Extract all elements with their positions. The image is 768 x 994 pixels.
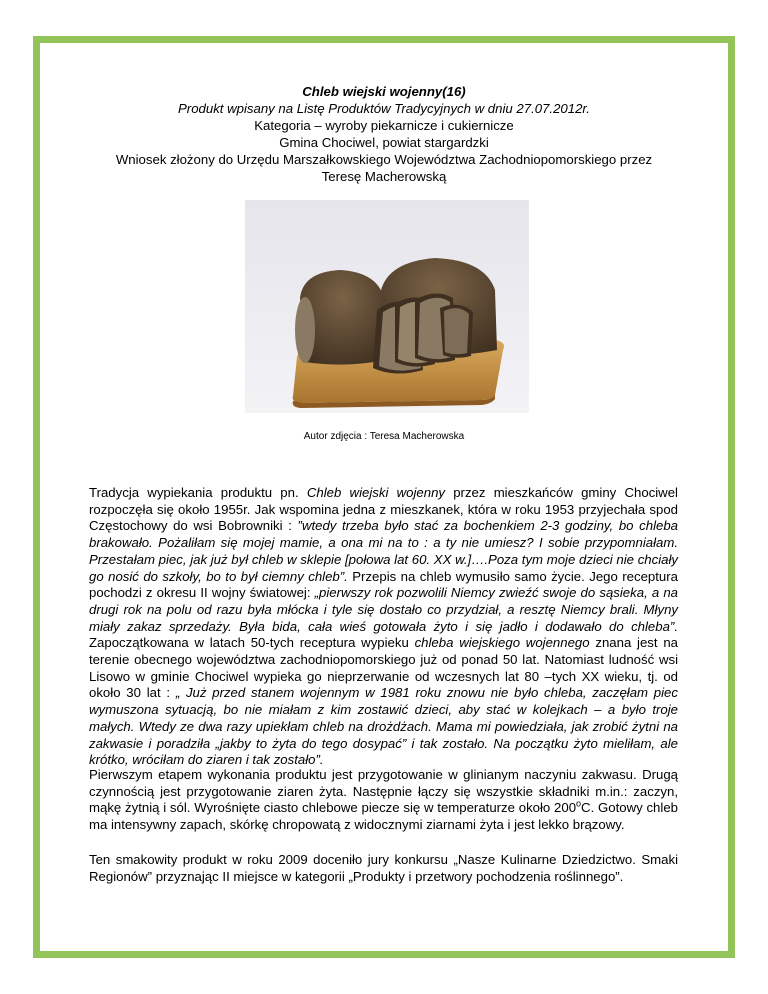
- document-title: Chleb wiejski wojenny(16): [302, 84, 466, 99]
- photo-caption: Autor zdjęcia : Teresa Macherowska: [303, 431, 465, 442]
- history-paragraph: Tradycja wypiekania produktu pn. Chleb wiejski wojenny przez mieszkańców gminy Chociwel rozpoczęła się około 1955r. Jak wspomina jedna z mieszkanek, która w roku 1953 przyjechała spod Częstochowy do wsi Bobrowniki : ”wtedy trzeba było stać za bochenkiem 2-3 godziny, bo chleba brakowało. Pożaliłam się mojej mamie, a ona mi na to : a ty nie umiesz? I sobie przypomniałam. Przestałam piec, jak już był chleb w sklepie [połowa lat 60. XX w.]….Poza tym moje dzieci nie chciały go nosić do szkoły, bo to był ciemny chleb”. Przepis na chleb wymusiło samo życie. Jego receptura pochodzi z okresu II wojny światowej: „pierwszy rok pozwolili Niemcy zwieźć swoje do sąsieka, a na drugi rok na polu od razu była młócka i tyle się dostało co przydział, a resztę Niemcy brali. Młyny miały zakaz sprzedaży. Była bida, cała wieś gotowała żyto i się jadło i dodawało do chleba”. Zapoczątkowana w latach 50-tych receptura wypieku chleba wiejskiego wojennego znana jest na terenie obecnego województwa zachodniopomorskiego już od ponad 50 lat. Natomiast ludność wsi Lisowo w gminie Chociwel wypieka go nieprzerwanie od wczesnych lat 80 –tych XX wieku, tj. od około 30 lat : „ Już przed stanem wojennym w 1981 roku znowu nie było chleba, zaczęłam piec wymuszona sytuacją, bo nie miałam z kim zostawić dzieci, aby stać w kolejkach – a było troje małych. Wtedy ze dwa razy upiekłam chleb na drożdżach. Mama mi powiedziała, jak zrobić żytni na zakwasie i poradziła „jakby to żyta do tego dosypać” i tak zostało. Na początku żyto mieliłam, ale krótko, wróciłam do ziaren i tak zostało”.: [89, 485, 678, 768]
- production-paragraph: Pierwszym etapem wykonania produktu jest przygotowanie w glinianym naczyniu zakwasu. Drugą czynnością jest przygotowanie ziaren żyta. Następnie łączy się wszystkie składniki m.in.: zaczyn, mąkę żytnią i sól. Wyrośnięte ciasto chlebowe piecze się w temperaturze około 200$^o$C. Gotowy chleb ma intensywny zapach, skórkę chropowatą z widocznymi ziarnami żyta i jest lekko brązowy.: [89, 767, 678, 833]
- document-subtitle: Produkt wpisany na Listę Produktów Tradycyjnych w dniu 27.07.2012r.: [178, 101, 590, 116]
- application-line: Wniosek złożony do Urzędu Marszałkowskiego Województwa Zachodniopomorskiego przez: [115, 152, 653, 167]
- applicant-line: Teresę Macherowską: [321, 169, 447, 184]
- award-paragraph: Ten smakowity produkt w roku 2009 doceniło jury konkursu „Nasze Kulinarne Dziedzictwo. Smaki Regionów” przyznając II miejsce w kategorii „Produkty i przetwory pochodzenia roślinnego”.: [89, 852, 678, 884]
- document-header: [40, 83, 728, 185]
- bread-photo: [245, 200, 529, 413]
- category-line: Kategoria – wyroby piekarnicze i cukiernicze: [254, 118, 514, 133]
- location-line: Gmina Chociwel, powiat stargardzki: [279, 135, 489, 150]
